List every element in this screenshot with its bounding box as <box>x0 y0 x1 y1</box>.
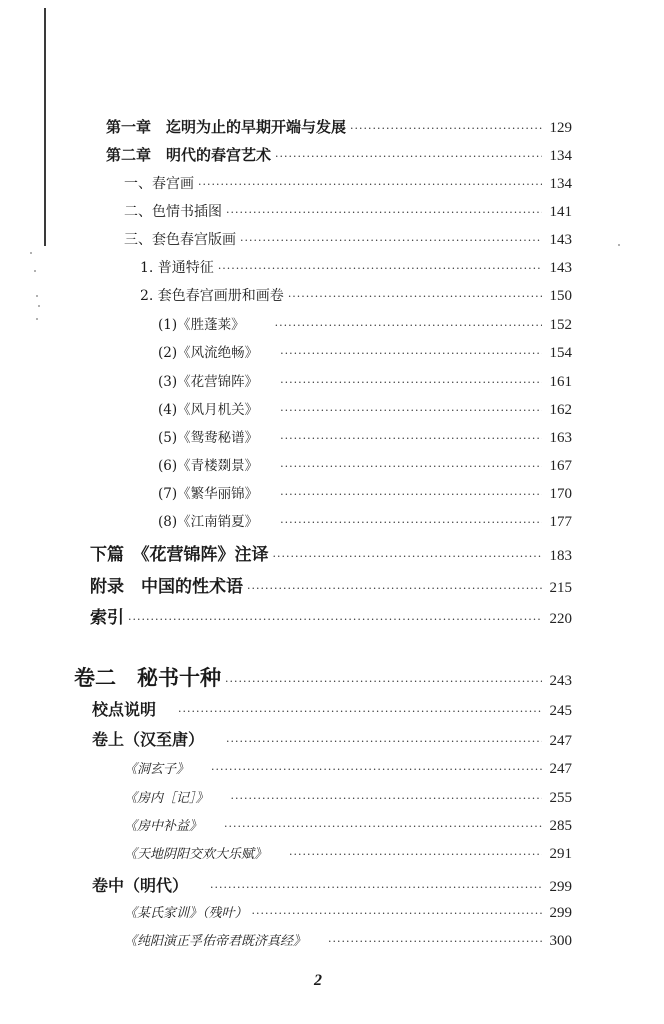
toc-entry-page: 170 <box>549 486 572 502</box>
toc-entry-page: 167 <box>549 458 572 474</box>
page-number: 2 <box>314 972 322 989</box>
dot-leader <box>225 675 542 688</box>
toc-entry[interactable] <box>124 815 572 835</box>
dot-leader <box>275 150 541 163</box>
dot-leader <box>226 735 541 748</box>
toc-entry-title: (6)《青楼剟景》 <box>158 458 259 474</box>
scan-speck <box>36 318 38 320</box>
dot-leader <box>350 122 541 135</box>
dot-leader <box>280 347 541 360</box>
scan-speck <box>34 270 36 272</box>
toc-entry[interactable] <box>124 201 572 221</box>
dot-leader <box>280 488 541 501</box>
toc-entry[interactable] <box>90 540 572 565</box>
toc-entry-title: 卷中（明代） <box>92 876 189 895</box>
toc-entry-page: 215 <box>549 580 572 596</box>
toc-entry-page: 285 <box>549 818 572 834</box>
toc-entry[interactable] <box>124 787 572 807</box>
toc-entry-title: (7)《繁华丽锦》 <box>158 486 259 502</box>
toc-entry[interactable] <box>158 313 572 334</box>
dot-leader <box>280 404 541 417</box>
toc-entry-title: 1. 普通特征 <box>140 260 214 276</box>
dot-leader <box>289 848 541 861</box>
toc-entry-title: 《房中补益》 <box>124 819 203 834</box>
toc-entry-page: 143 <box>549 232 572 248</box>
toc-entry-title: 卷上（汉至唐） <box>92 730 205 749</box>
toc-entry-page: 161 <box>549 374 572 390</box>
toc-entry[interactable] <box>140 285 572 305</box>
toc-entry-title: (4)《风月机关》 <box>158 402 259 418</box>
toc-entry[interactable] <box>92 873 572 896</box>
binding-margin-line <box>44 8 46 246</box>
toc-entry[interactable] <box>124 229 572 249</box>
toc-entry-title: 三、套色春宫版画 <box>124 232 236 248</box>
toc-entry[interactable] <box>158 370 572 391</box>
scan-speck <box>38 305 40 307</box>
toc-entry-title: 《纯阳演正孚佑帝君既济真经》 <box>124 934 307 949</box>
toc-entry-page: 141 <box>549 204 572 220</box>
toc-entry-page: 245 <box>549 703 572 719</box>
toc-entry[interactable] <box>92 727 572 750</box>
toc-entry-title: 卷二 秘书十种 <box>74 666 221 690</box>
dot-leader <box>224 820 541 833</box>
toc-entry-title: 索引 <box>90 608 124 628</box>
scan-speck <box>36 295 38 297</box>
dot-leader <box>280 432 541 445</box>
dot-leader <box>328 935 541 948</box>
toc-entry-page: 300 <box>549 933 572 949</box>
toc-entry-page: 247 <box>549 761 572 777</box>
toc-entry-page: 129 <box>549 120 572 136</box>
toc-entry-title: 《洞玄子》 <box>124 762 190 777</box>
toc-entry-page: 150 <box>549 288 572 304</box>
toc-entry[interactable] <box>140 257 572 277</box>
toc-entry[interactable] <box>158 426 572 447</box>
toc-entry-title: 一、春宫画 <box>124 176 194 192</box>
toc-entry[interactable] <box>124 843 572 863</box>
toc-entry[interactable] <box>90 572 572 597</box>
toc-entry[interactable] <box>92 697 572 720</box>
toc-entry[interactable] <box>158 510 572 531</box>
dot-leader <box>240 234 542 247</box>
dot-leader <box>273 550 542 563</box>
toc-entry[interactable] <box>124 930 572 950</box>
toc-entry[interactable] <box>106 116 572 137</box>
toc-entry-title: 校点说明 <box>92 700 157 719</box>
toc-entry-page: 299 <box>549 879 572 895</box>
toc-entry-page: 162 <box>549 402 572 418</box>
toc-entry-page: 255 <box>549 790 572 806</box>
dot-leader <box>252 907 542 920</box>
toc-entry-page: 134 <box>549 176 572 192</box>
dot-leader <box>226 206 542 219</box>
toc-entry-page: 183 <box>549 548 572 564</box>
toc-entry-title: 《房内［记］》 <box>124 791 209 806</box>
dot-leader <box>198 178 542 191</box>
dot-leader <box>280 516 541 529</box>
toc-entry-title: 2. 套色春宫画册和画卷 <box>140 288 284 304</box>
dot-leader <box>218 262 542 275</box>
toc-entry-title: 第一章 迄明为止的早期开端与发展 <box>106 118 347 136</box>
dot-leader <box>280 376 541 389</box>
toc-entry-page: 299 <box>549 905 572 921</box>
toc-entry-page: 152 <box>549 317 572 333</box>
scan-speck <box>618 244 620 246</box>
dot-leader <box>280 460 541 473</box>
toc-entry-title: (5)《鸳鸯秘谱》 <box>158 430 259 446</box>
toc-entry-title: 第二章 明代的春宫艺术 <box>106 146 272 164</box>
toc-entry-page: 177 <box>549 514 572 530</box>
dot-leader <box>128 613 542 626</box>
toc-entry[interactable] <box>158 454 572 475</box>
toc-entry-page: 163 <box>549 430 572 446</box>
scan-speck <box>30 252 32 254</box>
toc-entry[interactable] <box>90 603 572 628</box>
dot-leader <box>210 881 541 894</box>
dot-leader <box>288 290 542 303</box>
toc-entry[interactable] <box>158 482 572 503</box>
toc-entry-title: 《天地阴阳交欢大乐赋》 <box>124 847 268 862</box>
toc-entry-page: 143 <box>549 260 572 276</box>
toc-entry-page: 243 <box>549 673 572 689</box>
toc-entry[interactable] <box>158 341 572 362</box>
toc-entry-page: 291 <box>549 846 572 862</box>
toc-entry[interactable] <box>124 173 572 193</box>
toc-entry-page: 220 <box>549 611 572 627</box>
toc-entry[interactable] <box>124 758 572 778</box>
toc-entry[interactable] <box>158 398 572 419</box>
toc-entry-title: 《某氏家训》（残叶） <box>124 906 248 921</box>
dot-leader <box>275 319 542 332</box>
dot-leader <box>211 763 541 776</box>
toc-entry[interactable] <box>106 144 572 165</box>
toc-entry-title: (1)《胜蓬莱》 <box>158 317 245 333</box>
toc-entry-title: (2)《风流绝畅》 <box>158 345 259 361</box>
toc-entry-page: 154 <box>549 345 572 361</box>
toc-entry-title: (3)《花营锦阵》 <box>158 374 259 390</box>
dot-leader <box>247 582 542 595</box>
dot-leader <box>231 792 542 805</box>
toc-entry-page: 134 <box>549 148 572 164</box>
toc-entry-page: 247 <box>549 733 572 749</box>
toc-entry-title: 附录 中国的性术语 <box>90 577 243 597</box>
toc-entry-title: (8)《江南销夏》 <box>158 514 259 530</box>
toc-entry[interactable] <box>124 902 572 922</box>
toc-entry-title: 下篇 《花营锦阵》注译 <box>90 545 269 565</box>
toc-entry-title: 二、色情书插图 <box>124 204 222 220</box>
dot-leader <box>178 705 541 718</box>
toc-entry[interactable] <box>74 662 572 692</box>
